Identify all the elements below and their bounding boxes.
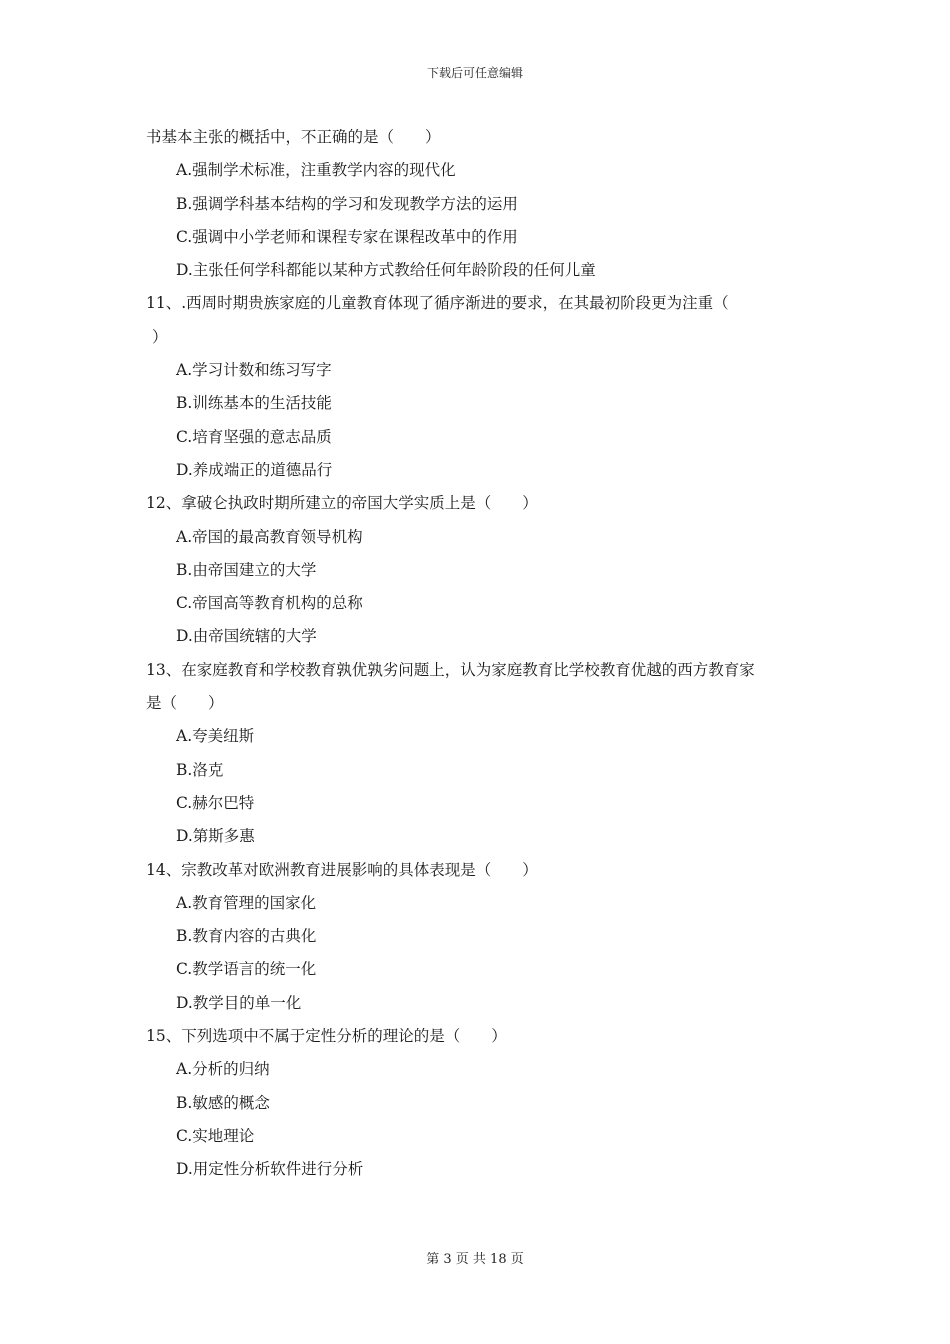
option-b: B.由帝国建立的大学 (176, 560, 317, 579)
option-a: A.帝国的最高教育领导机构 (176, 527, 363, 546)
option-b: B.训练基本的生活技能 (176, 394, 332, 413)
option-a: A.学习计数和练习写字 (176, 361, 332, 380)
option-c: C.实地理论 (176, 1126, 255, 1145)
page-header: 下载后可任意编辑 (426, 66, 523, 80)
option-a: A.教育管理的国家化 (176, 893, 317, 912)
option-d: D.第斯多惠 (176, 827, 255, 846)
option-b: B.洛克 (176, 760, 224, 779)
option-c: C.教学语言的统一化 (176, 960, 317, 979)
option-c: C.强调中小学老师和课程专家在课程改革中的作用 (176, 227, 518, 246)
question-stem: 11、.西周时期贵族家庭的儿童教育体现了循序渐进的要求，在其最初阶段更为注重（ (146, 294, 729, 313)
page-footer: 第 3 页 共 18 页 (426, 1252, 524, 1267)
option-c: C.赫尔巴特 (176, 793, 255, 812)
option-d: D.由帝国统辖的大学 (176, 627, 317, 646)
question-stem: 14、宗教改革对欧洲教育进展影响的具体表现是（ ） (146, 860, 538, 879)
option-a: A.分析的归纳 (176, 1060, 270, 1079)
question-stem: 13、在家庭教育和学校教育孰优孰劣问题上，认为家庭教育比学校教育优越的西方教育家 (146, 660, 755, 679)
option-c: C.培育坚强的意志品质 (176, 427, 332, 446)
option-a: A.强制学术标准，注重教学内容的现代化 (176, 161, 456, 180)
question-stem-continuation: ） (152, 327, 168, 346)
option-b: B.敏感的概念 (176, 1093, 270, 1112)
question-stem: 12、拿破仑执政时期所建立的帝国大学实质上是（ ） (146, 494, 538, 513)
option-b: B.教育内容的古典化 (176, 927, 317, 946)
document-body (146, 124, 816, 1190)
question-stem: 书基本主张的概括中，不正确的是（ ） (146, 128, 441, 146)
question-stem-continuation: 是（ ） (146, 694, 224, 713)
option-c: C.帝国高等教育机构的总称 (176, 594, 363, 613)
option-a: A.夸美纽斯 (176, 727, 255, 746)
option-d: D.养成端正的道德品行 (176, 460, 333, 479)
option-b: B.强调学科基本结构的学习和发现教学方法的运用 (176, 194, 518, 213)
option-d: D.教学目的单一化 (176, 993, 302, 1012)
option-d: D.用定性分析软件进行分析 (176, 1160, 364, 1179)
question-stem: 15、下列选项中不属于定性分析的理论的是（ ） (146, 1027, 507, 1046)
option-d: D.主张任何学科都能以某种方式教给任何年龄阶段的任何儿童 (176, 261, 596, 280)
